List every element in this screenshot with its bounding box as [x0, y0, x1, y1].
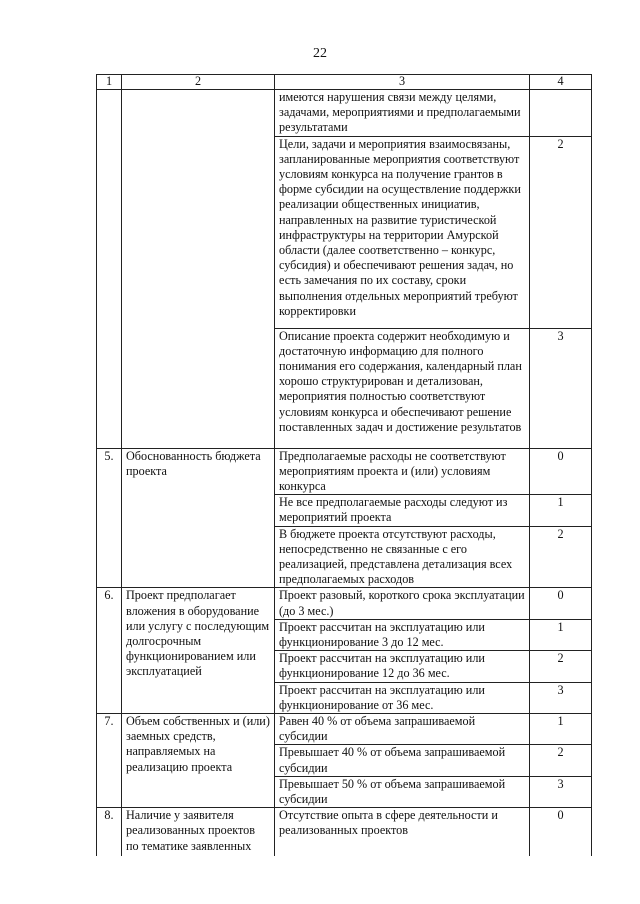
criterion-name: Объем собственных и (или) заемных средств, направляемых на реализацию проекта [122, 714, 275, 808]
option-description: имеются нарушения связи между целями, задачами, мероприятиями и предполагаемыми результатами [275, 90, 530, 137]
option-description: Отсутствие опыта в сфере деятельности и реализованных проектов [275, 808, 530, 856]
criterion-number: 6. [97, 588, 122, 714]
option-description: Превышает 50 % от объема запрашиваемой субсидии [275, 776, 530, 807]
option-score: 0 [530, 588, 592, 619]
option-score: 0 [530, 448, 592, 495]
criterion-number: 8. [97, 808, 122, 856]
option-score: 2 [530, 745, 592, 776]
criterion-name-cell [122, 90, 275, 449]
option-description: Описание проекта содержит необходимую и достаточную информацию для полного понимания его содержания, календарный план хорошо структурирован и детализован, мероприятия полностью соответствуют условиям конкурса и обеспечивают решение поставленных задач и достижение результатов [275, 328, 530, 448]
table-header-row [97, 75, 592, 90]
option-description: Предполагаемые расходы не соответствуют мероприятиям проекта и (или) условиям конкурса [275, 448, 530, 495]
option-description: В бюджете проекта отсутствуют расходы, непосредственно не связанные с его реализацией, представлена детализация всех предполагаемых расходов [275, 526, 530, 588]
table-row [97, 90, 592, 137]
criterion-name: Обоснованность бюджета проекта [122, 448, 275, 588]
option-score [530, 90, 592, 137]
option-score: 3 [530, 776, 592, 807]
option-description: Не все предполагаемые расходы следуют из мероприятий проекта [275, 495, 530, 526]
criterion-name: Проект предполагает вложения в оборудование или услугу с последующим долгосрочным функционированием или эксплуатацией [122, 588, 275, 714]
table-row [97, 714, 592, 745]
option-score: 1 [530, 495, 592, 526]
option-score: 1 [530, 619, 592, 650]
header-cell: 1 [97, 75, 122, 90]
option-description: Проект рассчитан на эксплуатацию или функционирование 12 до 36 мес. [275, 651, 530, 682]
criterion-number-cell [97, 90, 122, 449]
option-description: Проект рассчитан на эксплуатацию или функционирование 3 до 12 мес. [275, 619, 530, 650]
header-cell: 3 [275, 75, 530, 90]
criterion-name: Наличие у заявителя реализованных проектов по тематике заявленных [122, 808, 275, 856]
page-number: 22 [313, 46, 327, 61]
option-score: 2 [530, 526, 592, 588]
table-row [97, 588, 592, 619]
option-description: Превышает 40 % от объема запрашиваемой субсидии [275, 745, 530, 776]
option-description: Проект разовый, короткого срока эксплуатации (до 3 мес.) [275, 588, 530, 619]
option-score: 2 [530, 136, 592, 328]
criterion-number: 7. [97, 714, 122, 808]
criterion-number: 5. [97, 448, 122, 588]
option-score: 2 [530, 651, 592, 682]
option-description: Цели, задачи и мероприятия взаимосвязаны, запланированные мероприятия соответствуют условиям конкурса на получение грантов в форме субсидии на осуществление поддержки реализации общественных инициатив, направленных на развитие туристической инфраструктуры на территории Амурской области (далее соответственно – конкурс, субсидия) и обеспечивают решения задач, но есть замечания по их составу, сроки выполнения отдельных мероприятий требуют корректировки [275, 136, 530, 328]
option-score: 1 [530, 714, 592, 745]
option-score: 0 [530, 808, 592, 856]
header-cell: 4 [530, 75, 592, 90]
option-score: 3 [530, 682, 592, 713]
table-row [97, 448, 592, 495]
option-description: Равен 40 % от объема запрашиваемой субсидии [275, 714, 530, 745]
criteria-table [96, 74, 592, 856]
option-score: 3 [530, 328, 592, 448]
header-cell: 2 [122, 75, 275, 90]
table-row [97, 808, 592, 856]
option-description: Проект рассчитан на эксплуатацию или функционирование от 36 мес. [275, 682, 530, 713]
